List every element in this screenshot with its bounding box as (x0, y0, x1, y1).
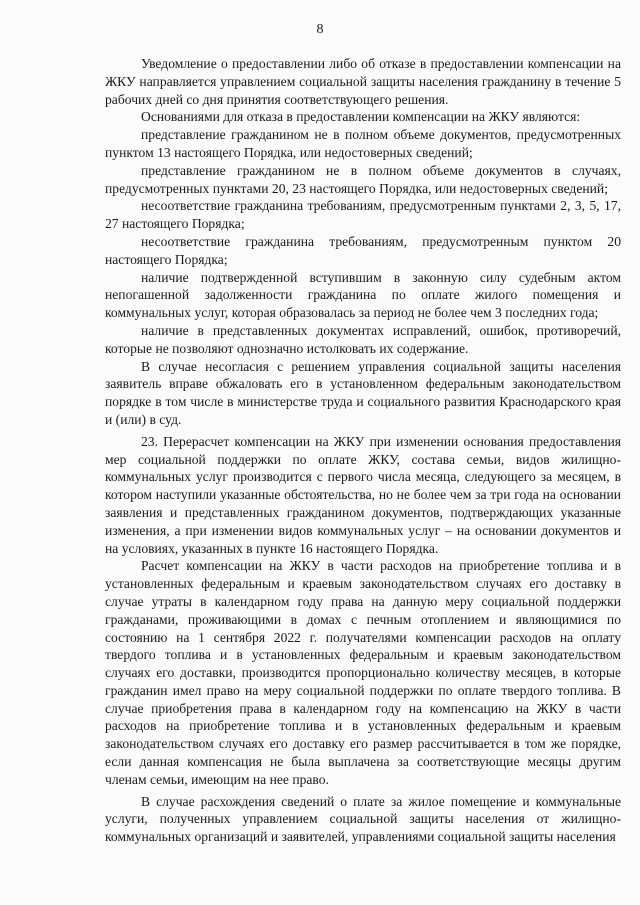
list-item-ground-6: наличие в представленных документах исправлений, ошибок, противоречий, которые не позволяют однозначно истолковать их содержание. (105, 322, 621, 356)
paragraph-refusal-grounds: Основаниями для отказа в предоставлении компенсации на ЖКУ являются: (141, 109, 581, 125)
list-item-ground-2: представление гражданином не в полном объеме документов в случаях, предусмотренных пунктами 20, 23 настоящего Порядка, или недостоверных сведений; (105, 162, 621, 196)
paragraph-notice: Уведомление о предоставлении либо об отказе в предоставлении компенсации на ЖКУ направляется управлением социальной защиты населения гражданину в течение 5 рабочих дней со дня принятия соответствующего решения. (105, 56, 621, 107)
list-item-ground-1: представление гражданином не в полном объеме документов, предусмотренных пунктом 13 настоящего Порядка, или недостоверных сведений; (105, 127, 621, 160)
list-item-ground-4: несоответствие гражданина требованиям, предусмотренным пунктом 20 настоящего Порядка; (105, 233, 621, 267)
paragraph-discrepancy: В случае расхождения сведений о плате за жилое помещение и коммунальные услуги, полученных управлением социальной защиты населения от жилищно-коммунальных организаций и заявителей, управлениями социальной защиты населения (105, 793, 621, 845)
list-item-ground-3: несоответствие гражданина требованиям, предусмотренным пунктами 2, 3, 5, 17, 27 настоящего Порядка; (105, 198, 621, 232)
paragraph-section-23: 23. Перерасчет компенсации на ЖКУ при изменении основания предоставления мер социальной поддержки по оплате ЖКУ, состава семьи, видов жилищно-коммунальных услуг производится с первого числа месяца, следующего за месяцем, в котором наступили указанные обстоятельства, но не более чем за три года на основании заявления и представленных гражданином документов, подтверждающих указанные изменения, а при изменении видов коммунальных услуг – на основании документов и на условиях, указанных в пункте 16 настоящего Порядка. (105, 433, 621, 556)
page-number: 8 (316, 22, 324, 37)
paragraph-appeal: В случае несогласия с решением управления социальной защиты населения заявитель вправе обжаловать его в установленном федеральным законодательством порядке в том числе в министерстве труда и социального развития Краснодарского края и (или) в суд. (105, 358, 621, 427)
list-item-ground-5: наличие подтвержденной вступившим в законную силу судебным актом непогашенной задолженности гражданина по оплате жилого помещения и коммунальных услуг, которая образовалась за период не более чем 3 последних года; (105, 269, 621, 321)
document-body (105, 55, 621, 846)
paragraph-fuel-calculation: Расчет компенсации на ЖКУ в части расходов на приобретение топлива и в установленных федеральным и краевым законодательством случаях его доставку в случае утраты в календарном году права на данную меру социальной поддержки гражданами, проживающими в домах с печным отоплением и являющимися по состоянию на 1 сентября 2022 г. получателями компенсации расходов на оплату твердого топлива и в установленных федеральным и краевым законодательством случаях его доставки, производится пропорционально количеству месяцев, в которые гражданин имел право на меру социальной поддержки по оплате твердого топлива. В случае приобретения права в календарном году на компенсацию на ЖКУ в части расходов на приобретение топлива и в установленных федеральным и краевым законодательством случаях его доставку его размер рассчитывается в том же порядке, если данная компенсация не была выплачена за соответствующие месяцы другим членам семьи, имеющим на нее право. (105, 558, 621, 787)
